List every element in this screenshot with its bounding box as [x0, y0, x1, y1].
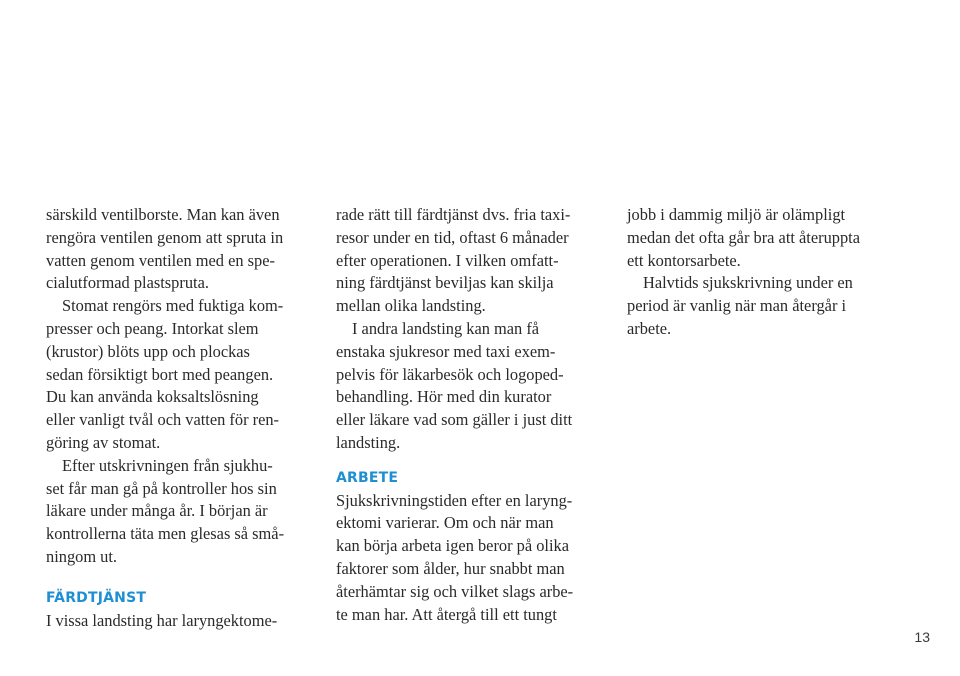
text-line: behandling. Hör med din kurator [336, 387, 552, 407]
text-line: kontrollerna täta men glesas så små- [46, 524, 285, 544]
text-line: jobb i dammig miljö är olämpligt [627, 205, 846, 224]
text-line: resor under en tid, oftast 6 månader [336, 227, 569, 247]
text-line: eller vanligt tvål och vatten för ren- [46, 410, 280, 430]
text-line: återhämtar sig och vilket slags arbe- [336, 581, 574, 601]
text-line: ektomi varierar. Om och när man [336, 513, 554, 533]
text-line: (krustor) blöts upp och plockas [46, 341, 250, 361]
text-line: faktorer som ålder, hur snabbt man [336, 558, 565, 578]
text-line: presser och peang. Intorkat slem [46, 318, 259, 338]
text-line: vatten genom ventilen med en spe- [46, 250, 275, 270]
text-line: särskild ventilborste. Man kan även [46, 205, 280, 224]
text-line: arbete. [627, 318, 672, 338]
text-line: mellan olika landsting. [336, 296, 486, 316]
text-line: pelvis för läkarbesök och logoped- [336, 364, 564, 384]
text-line: kan börja arbeta igen beror på olika [336, 536, 570, 556]
text-line: te man har. Att återgå till ett tungt [336, 604, 557, 624]
text-line: eller läkare vad som gäller i just ditt [336, 410, 573, 430]
column-right [627, 204, 917, 341]
section-heading-arbete: ARBETE [336, 469, 399, 486]
text-line: Stomat rengörs med fuktiga kom- [62, 296, 284, 316]
text-line: sedan försiktigt bort med peangen. [46, 364, 274, 384]
page-number: 13 [914, 629, 930, 645]
text-line: medan det ofta går bra att återuppta [627, 227, 860, 247]
text-line: Halvtids sjukskrivning under en [643, 273, 853, 293]
section-heading-fardtjanst: FÄRDTJÄNST [46, 589, 147, 606]
text-line: I vissa landsting har laryngektome- [46, 610, 278, 630]
text-line: I andra landsting kan man få [352, 318, 540, 338]
text-line: läkare under många år. I början är [46, 501, 268, 521]
text-line: enstaka sjukresor med taxi exem- [336, 341, 556, 361]
column-left [46, 204, 336, 632]
text-line: göring av stomat. [46, 432, 161, 452]
column-middle [336, 204, 626, 626]
text-line: ningom ut. [46, 546, 118, 566]
text-line: set får man gå på kontroller hos sin [46, 478, 277, 498]
text-line: period är vanlig när man återgår i [627, 296, 847, 316]
text-line: Efter utskrivningen från sjukhu- [62, 455, 273, 475]
text-line: ett kontorsarbete. [627, 250, 741, 270]
text-line: Sjukskrivningstiden efter en laryng- [336, 490, 573, 510]
text-line: Du kan använda koksaltslösning [46, 387, 259, 407]
text-line: rade rätt till färdtjänst dvs. fria taxi- [336, 205, 571, 224]
text-line: efter operationen. I vilken omfatt- [336, 250, 559, 270]
text-line: ning färdtjänst beviljas kan skilja [336, 273, 554, 293]
text-line: landsting. [336, 432, 401, 452]
text-line: rengöra ventilen genom att spruta in [46, 227, 284, 247]
text-line: cialutformad plastspruta. [46, 273, 209, 293]
